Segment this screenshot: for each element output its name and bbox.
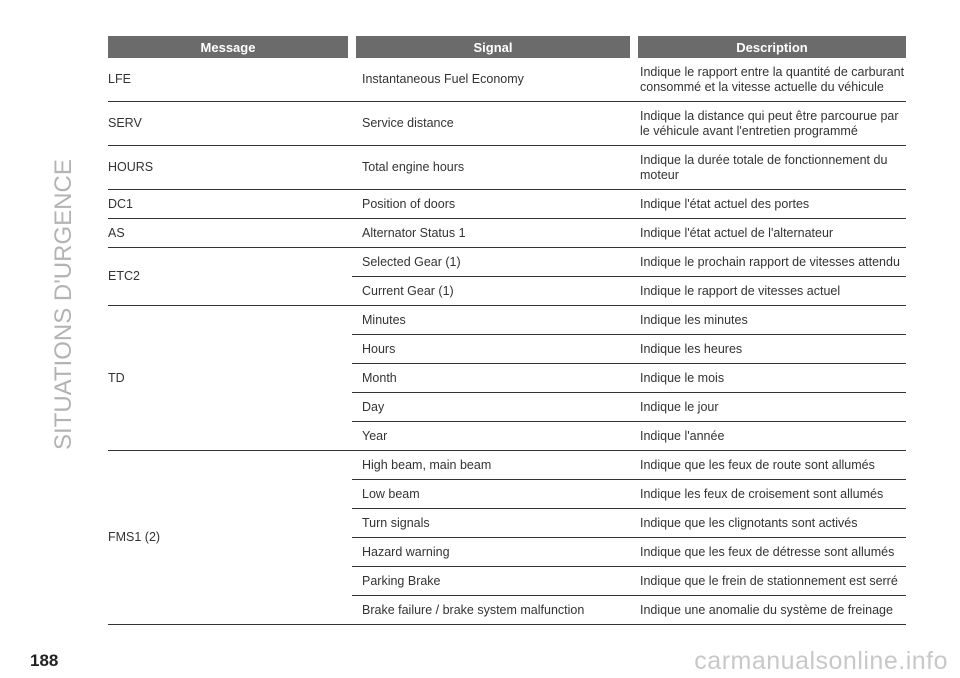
table-row <box>108 102 906 146</box>
message-cell: LFE <box>108 58 352 102</box>
signal-cell: Low beam <box>352 480 634 509</box>
table-row <box>108 219 906 248</box>
table-row <box>108 306 906 335</box>
description-cell: Indique les minutes <box>634 306 906 335</box>
header-description: Description <box>634 36 906 58</box>
signal-cell: Total engine hours <box>352 146 634 190</box>
table-row <box>108 58 906 102</box>
description-cell: Indique le jour <box>634 393 906 422</box>
description-cell: Indique que les feux de route sont allumés <box>634 451 906 480</box>
signal-cell: Turn signals <box>352 509 634 538</box>
description-cell: Indique la durée totale de fonctionnement du moteur <box>634 146 906 190</box>
signal-cell: Minutes <box>352 306 634 335</box>
description-cell: Indique les heures <box>634 335 906 364</box>
signal-cell: High beam, main beam <box>352 451 634 480</box>
table-row <box>108 451 906 480</box>
signal-cell: Position of doors <box>352 190 634 219</box>
description-cell: Indique le rapport de vitesses actuel <box>634 277 906 306</box>
description-cell: Indique le prochain rapport de vitesses attendu <box>634 248 906 277</box>
description-cell: Indique que les clignotants sont activés <box>634 509 906 538</box>
description-cell: Indique la distance qui peut être parcourue par le véhicule avant l'entretien programmé <box>634 102 906 146</box>
signal-cell: Alternator Status 1 <box>352 219 634 248</box>
chapter-side-title <box>50 159 80 450</box>
table-row <box>108 190 906 219</box>
description-cell: Indique le rapport entre la quantité de carburant consommé et la vitesse actuelle du véhicule <box>634 58 906 102</box>
signal-cell: Service distance <box>352 102 634 146</box>
description-cell: Indique le mois <box>634 364 906 393</box>
signal-cell: Hours <box>352 335 634 364</box>
message-cell: FMS1 (2) <box>108 451 352 625</box>
signal-cell: Instantaneous Fuel Economy <box>352 58 634 102</box>
description-cell: Indique que les feux de détresse sont allumés <box>634 538 906 567</box>
description-cell: Indique les feux de croisement sont allumés <box>634 480 906 509</box>
message-cell: DC1 <box>108 190 352 219</box>
signal-cell: Year <box>352 422 634 451</box>
message-cell: AS <box>108 219 352 248</box>
signal-cell: Parking Brake <box>352 567 634 596</box>
table-row <box>108 146 906 190</box>
table-header-row <box>108 36 906 58</box>
description-cell: Indique l'état actuel des portes <box>634 190 906 219</box>
header-signal: Signal <box>352 36 634 58</box>
signal-cell: Selected Gear (1) <box>352 248 634 277</box>
description-cell: Indique une anomalie du système de freinage <box>634 596 906 625</box>
message-cell: SERV <box>108 102 352 146</box>
message-cell: TD <box>108 306 352 451</box>
chapter-side-title-text: SITUATIONS D'URGENCE <box>50 159 77 450</box>
message-cell: HOURS <box>108 146 352 190</box>
header-message: Message <box>108 36 352 58</box>
table-row <box>108 248 906 277</box>
description-cell: Indique l'année <box>634 422 906 451</box>
message-cell: ETC2 <box>108 248 352 306</box>
signal-cell: Current Gear (1) <box>352 277 634 306</box>
signal-cell: Hazard warning <box>352 538 634 567</box>
description-cell: Indique que le frein de stationnement est serré <box>634 567 906 596</box>
signals-table <box>108 36 906 625</box>
signal-cell: Brake failure / brake system malfunction <box>352 596 634 625</box>
signal-cell: Month <box>352 364 634 393</box>
description-cell: Indique l'état actuel de l'alternateur <box>634 219 906 248</box>
page-number: 188 <box>30 651 59 670</box>
watermark: carmanualsonline.info <box>694 647 948 675</box>
signal-cell: Day <box>352 393 634 422</box>
